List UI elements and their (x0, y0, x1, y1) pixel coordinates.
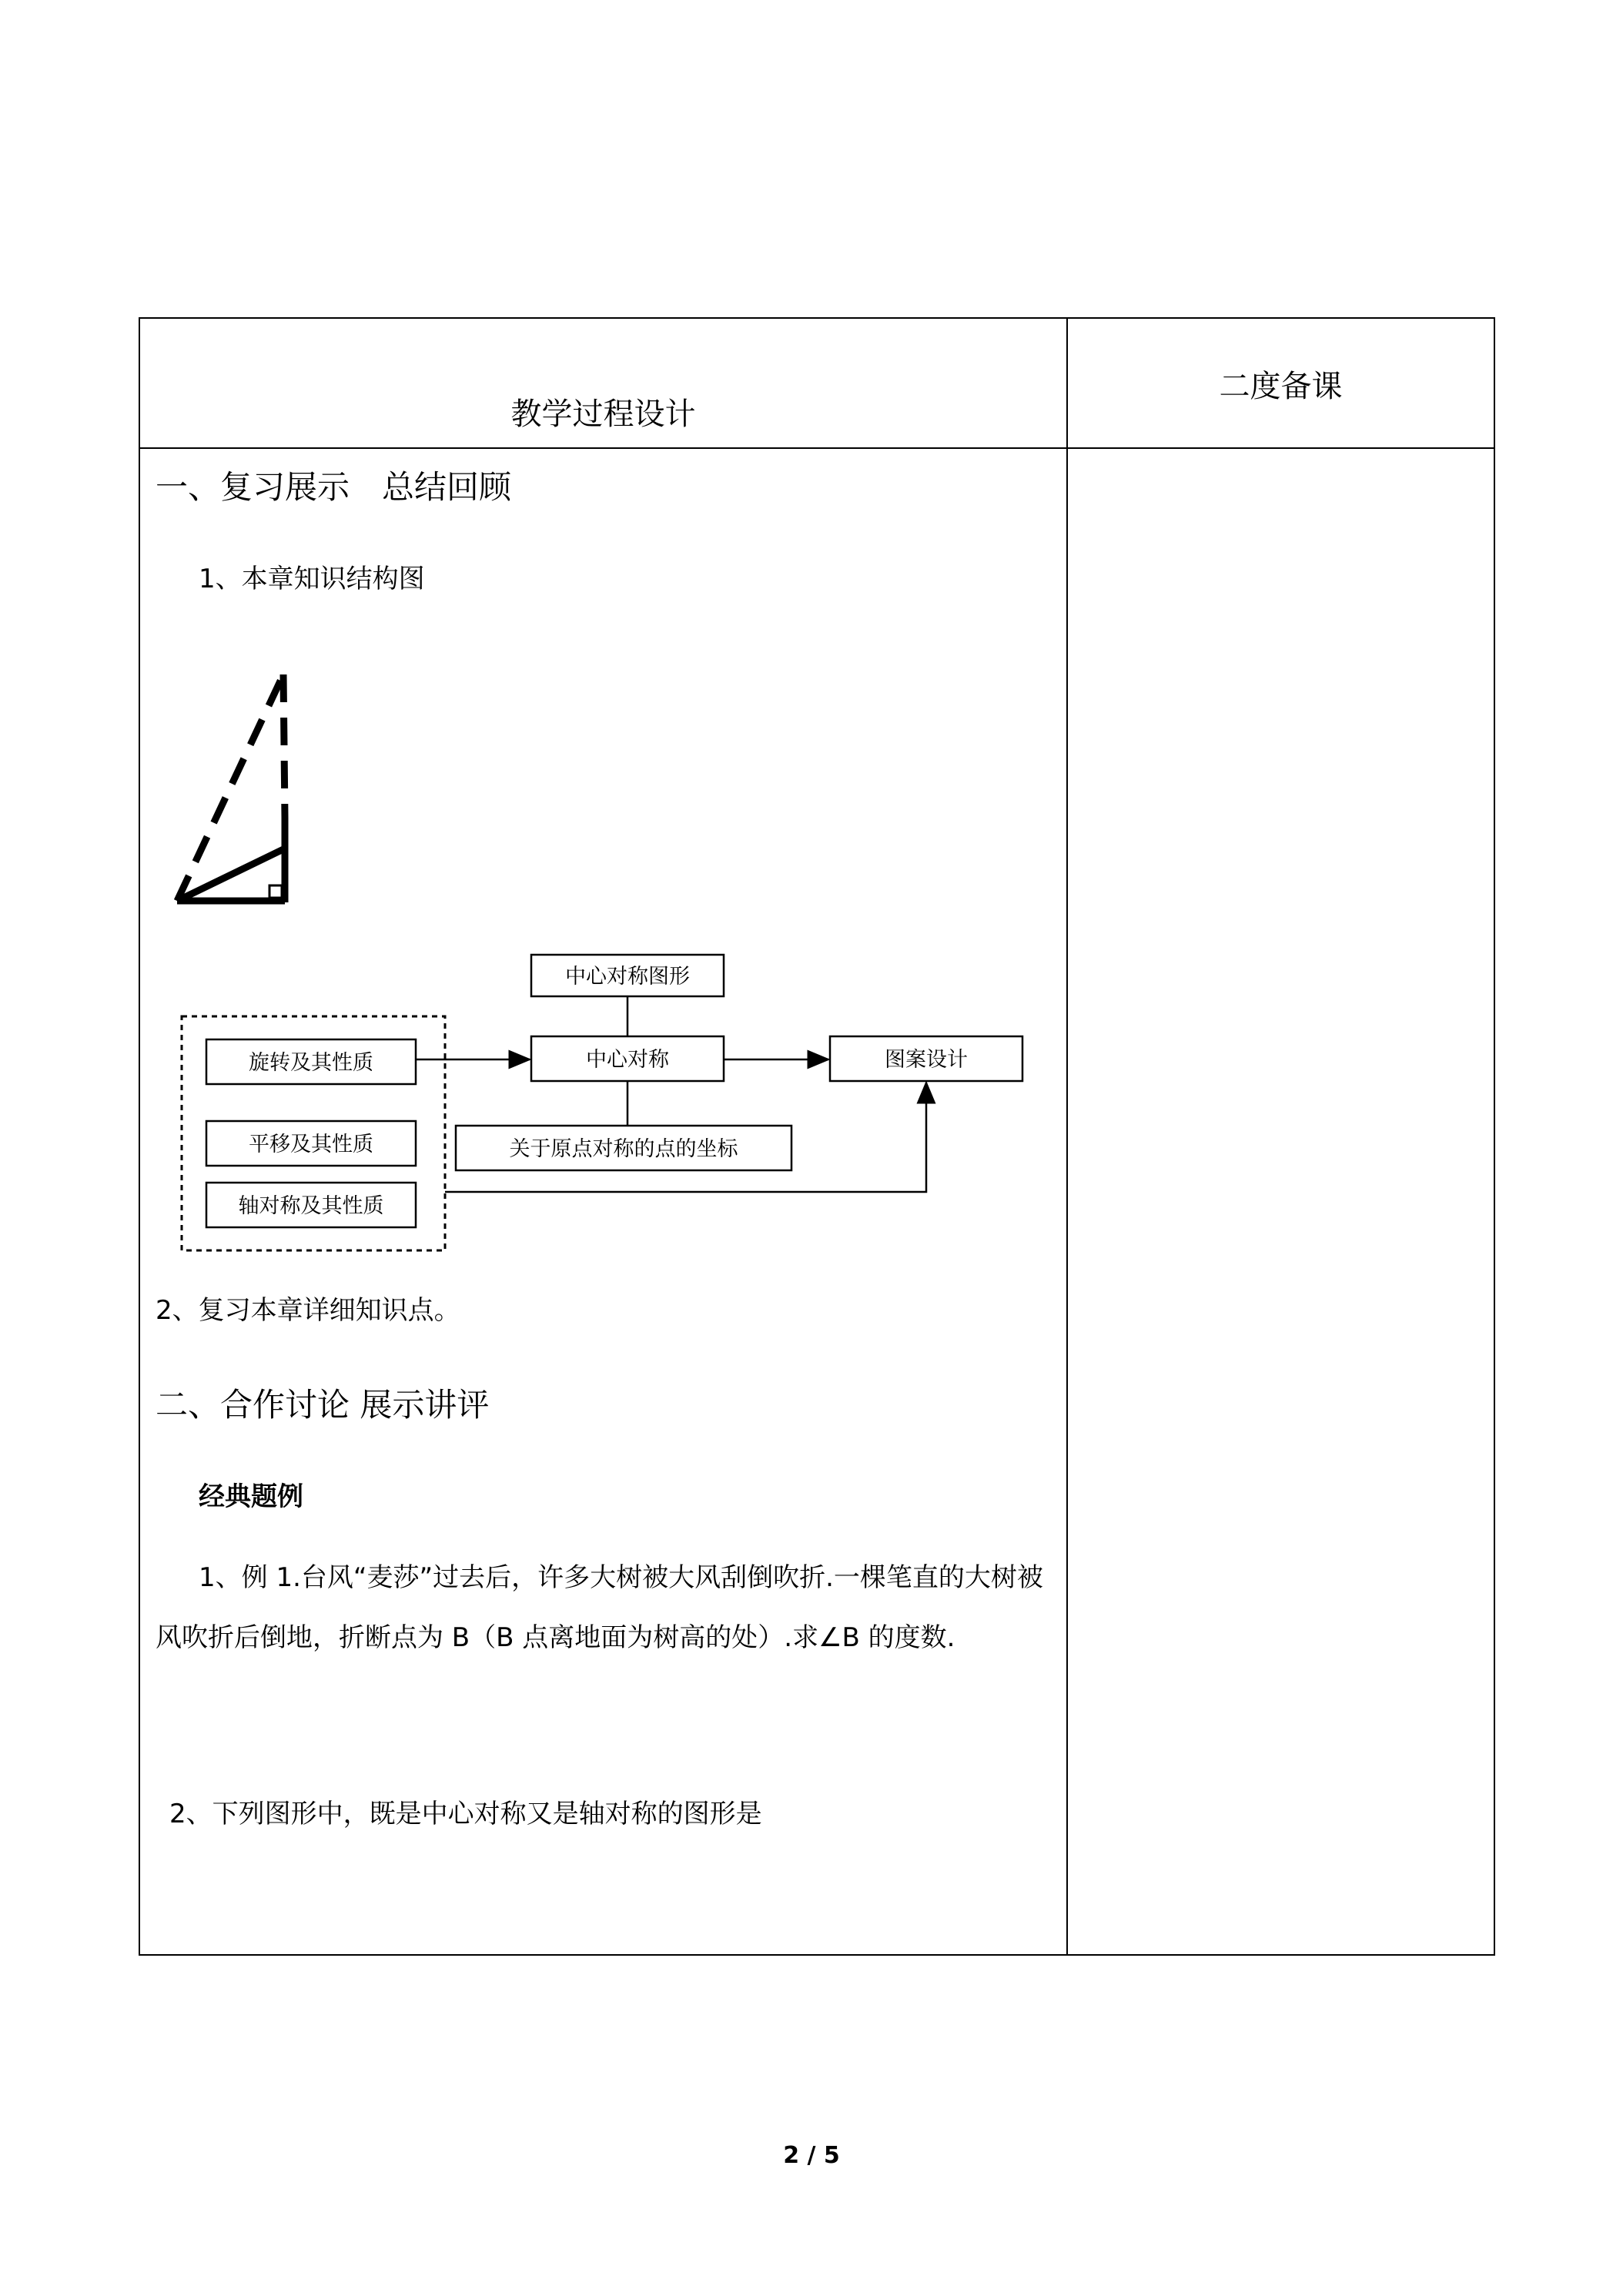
box-axial-symmetry (206, 1183, 416, 1227)
right-angle-marker (269, 885, 282, 898)
box-center-symmetry (531, 1036, 724, 1081)
svg-text:中心对称: 中心对称 (586, 1048, 669, 1072)
section1-item2: 2、复习本章详细知识点。 (156, 1295, 460, 1326)
box-origin-coordinates (456, 1126, 791, 1170)
svg-text:关于原点对称的点的坐标: 关于原点对称的点的坐标 (509, 1137, 738, 1161)
page-number: 2 / 5 (783, 2142, 840, 2169)
svg-text:图案设计: 图案设计 (885, 1048, 968, 1072)
triangle-vertical-dashed (283, 674, 285, 818)
header-divider (140, 447, 1494, 449)
svg-text:平移及其性质: 平移及其性质 (249, 1133, 373, 1156)
section2-title: 二、合作讨论 展示讲评 (156, 1386, 490, 1424)
box-rotation (206, 1039, 416, 1084)
example2-text: 2、下列图形中，既是中心对称又是轴对称的图形是 (169, 1799, 762, 1829)
svg-text:中心对称图形: 中心对称图形 (565, 965, 690, 989)
box-translation (206, 1121, 416, 1166)
svg-text:轴对称及其性质: 轴对称及其性质 (238, 1194, 384, 1218)
header-second-preparation: 二度备课 (1219, 369, 1343, 404)
section1-item1: 1、本章知识结构图 (199, 564, 425, 594)
header-teaching-process: 教学过程设计 (510, 397, 696, 432)
example1-text: 1、例 1.台风“麦莎”过去后，许多大树被大风刮倒吹折.一棵笔直的大树被风吹折后倒地，折断点为 B（B 点离地面为树高的处）.求∠B 的度数. (156, 1562, 1043, 1653)
triangle-figure (171, 658, 348, 912)
knowledge-structure-diagram (171, 950, 1041, 1281)
box-pattern-design (830, 1036, 1022, 1081)
svg-text:旋转及其性质: 旋转及其性质 (249, 1051, 373, 1075)
box-center-figure (531, 955, 724, 996)
section1-title: 一、复习展示 总结回顾 (156, 468, 512, 506)
column-divider (1066, 319, 1068, 1954)
triangle-hypotenuse-dashed (177, 674, 283, 901)
lesson-table (139, 317, 1495, 1956)
section2-subtitle: 经典题例 (199, 1481, 303, 1512)
